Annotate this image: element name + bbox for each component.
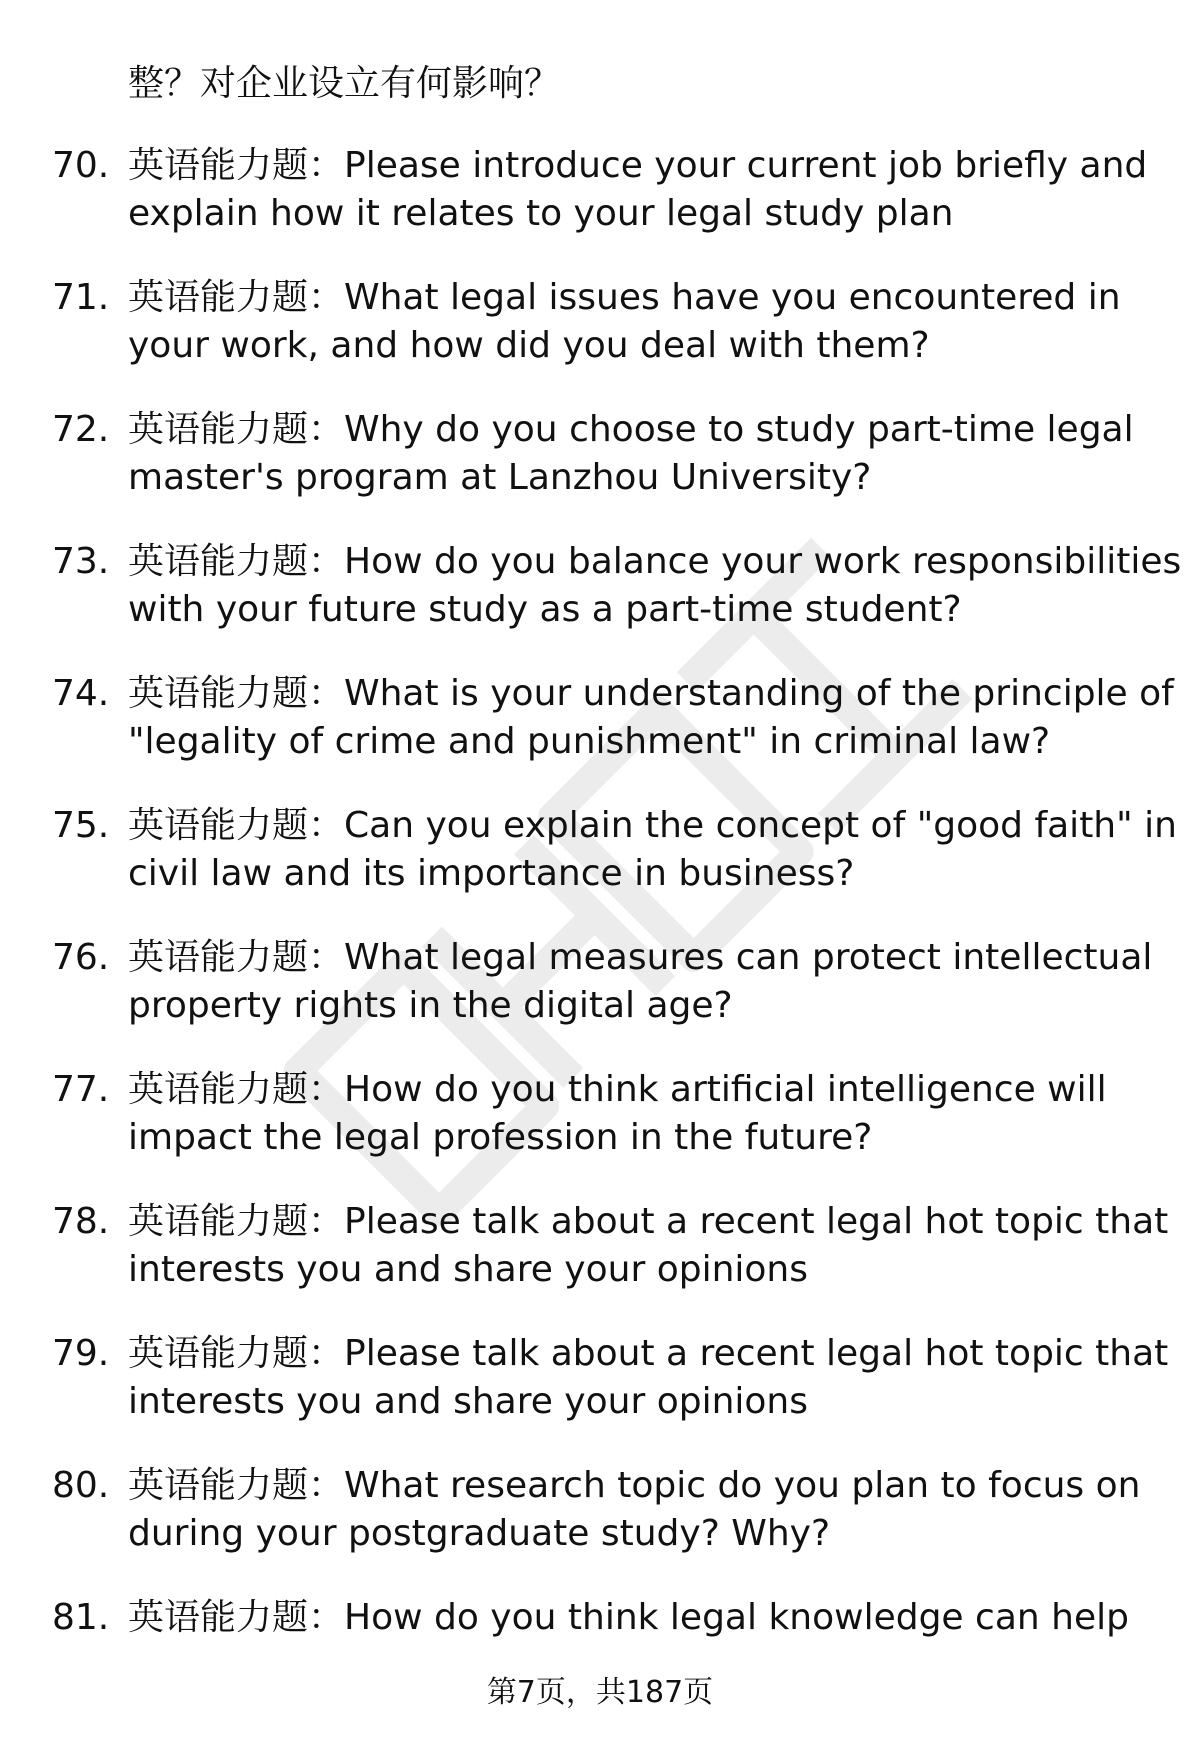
question-text bbox=[128, 934, 1158, 1030]
question-item bbox=[0, 538, 1200, 670]
question-number: 71. bbox=[52, 277, 110, 318]
question-text-line: property rights in the digital age? bbox=[128, 985, 733, 1026]
question-number: 73. bbox=[52, 541, 110, 582]
question-text bbox=[128, 1198, 1169, 1294]
question-text-line: interests you and share your opinions bbox=[128, 1381, 808, 1422]
continued-question-text: 整？对企业设立有何影响？ bbox=[128, 63, 561, 104]
question-item bbox=[0, 1330, 1200, 1462]
question-text-line: 英语能力题：How do you balance your work responsibilities bbox=[128, 541, 1182, 582]
question-text bbox=[128, 670, 1174, 766]
question-text bbox=[128, 538, 1182, 634]
question-item bbox=[0, 1462, 1200, 1594]
question-number: 80. bbox=[52, 1465, 110, 1506]
question-number: 74. bbox=[52, 673, 110, 714]
question-text bbox=[128, 142, 1158, 238]
question-text-line: master's program at Lanzhou University? bbox=[128, 457, 872, 498]
question-text-line: interests you and share your opinions bbox=[128, 1249, 808, 1290]
question-text-line: 英语能力题：How do you think artificial intelligence will bbox=[128, 1069, 1107, 1110]
page-indicator: 第7页，共187页 bbox=[486, 1675, 714, 1710]
question-list bbox=[0, 142, 1200, 1726]
question-text-line: your work, and how did you deal with them? bbox=[128, 325, 930, 366]
question-text bbox=[128, 1594, 1158, 1642]
question-text-line: during your postgraduate study? Why? bbox=[128, 1513, 831, 1554]
question-text bbox=[128, 1066, 1158, 1162]
question-number: 75. bbox=[52, 805, 110, 846]
question-text-line: 英语能力题：Can you explain the concept of "good faith" in bbox=[128, 805, 1177, 846]
question-number: 72. bbox=[52, 409, 110, 450]
question-item bbox=[0, 274, 1200, 406]
question-text-line: 英语能力题：Please introduce your current job briefly and bbox=[128, 145, 1148, 186]
question-item bbox=[0, 670, 1200, 802]
question-item bbox=[0, 1198, 1200, 1330]
question-text-line: 英语能力题：What research topic do you plan to focus on bbox=[128, 1465, 1141, 1506]
question-item bbox=[0, 934, 1200, 1066]
question-text-line: "legality of crime and punishment" in criminal law? bbox=[128, 721, 1051, 762]
question-text-line: 英语能力题：What legal measures can protect intellectual bbox=[128, 937, 1153, 978]
question-text-line: 英语能力题：Why do you choose to study part-time legal bbox=[128, 409, 1134, 450]
question-text bbox=[128, 406, 1158, 502]
question-text-line: impact the legal profession in the future? bbox=[128, 1117, 873, 1158]
question-text-line: 英语能力题：What is your understanding of the principle of bbox=[128, 673, 1174, 714]
question-number: 76. bbox=[52, 937, 110, 978]
question-text-line: explain how it relates to your legal study plan bbox=[128, 193, 954, 234]
question-item bbox=[0, 1066, 1200, 1198]
question-number: 70. bbox=[52, 145, 110, 186]
question-text-line: 英语能力题：Please talk about a recent legal hot topic that bbox=[128, 1201, 1169, 1242]
question-number: 79. bbox=[52, 1333, 110, 1374]
question-text bbox=[128, 1462, 1158, 1558]
question-item bbox=[0, 406, 1200, 538]
question-text-line: civil law and its importance in business? bbox=[128, 853, 855, 894]
question-item bbox=[0, 142, 1200, 274]
question-number: 78. bbox=[52, 1201, 110, 1242]
question-text-line: with your future study as a part-time student? bbox=[128, 589, 962, 630]
question-text-line: 英语能力题：What legal issues have you encountered in bbox=[128, 277, 1121, 318]
question-text bbox=[128, 1330, 1169, 1426]
question-text bbox=[128, 802, 1177, 898]
question-number: 77. bbox=[52, 1069, 110, 1110]
question-text-line: 英语能力题：How do you think legal knowledge can help bbox=[128, 1597, 1129, 1638]
question-text-line: 英语能力题：Please talk about a recent legal hot topic that bbox=[128, 1333, 1169, 1374]
question-number: 81. bbox=[52, 1597, 110, 1638]
question-text bbox=[128, 274, 1158, 370]
question-item bbox=[0, 802, 1200, 934]
